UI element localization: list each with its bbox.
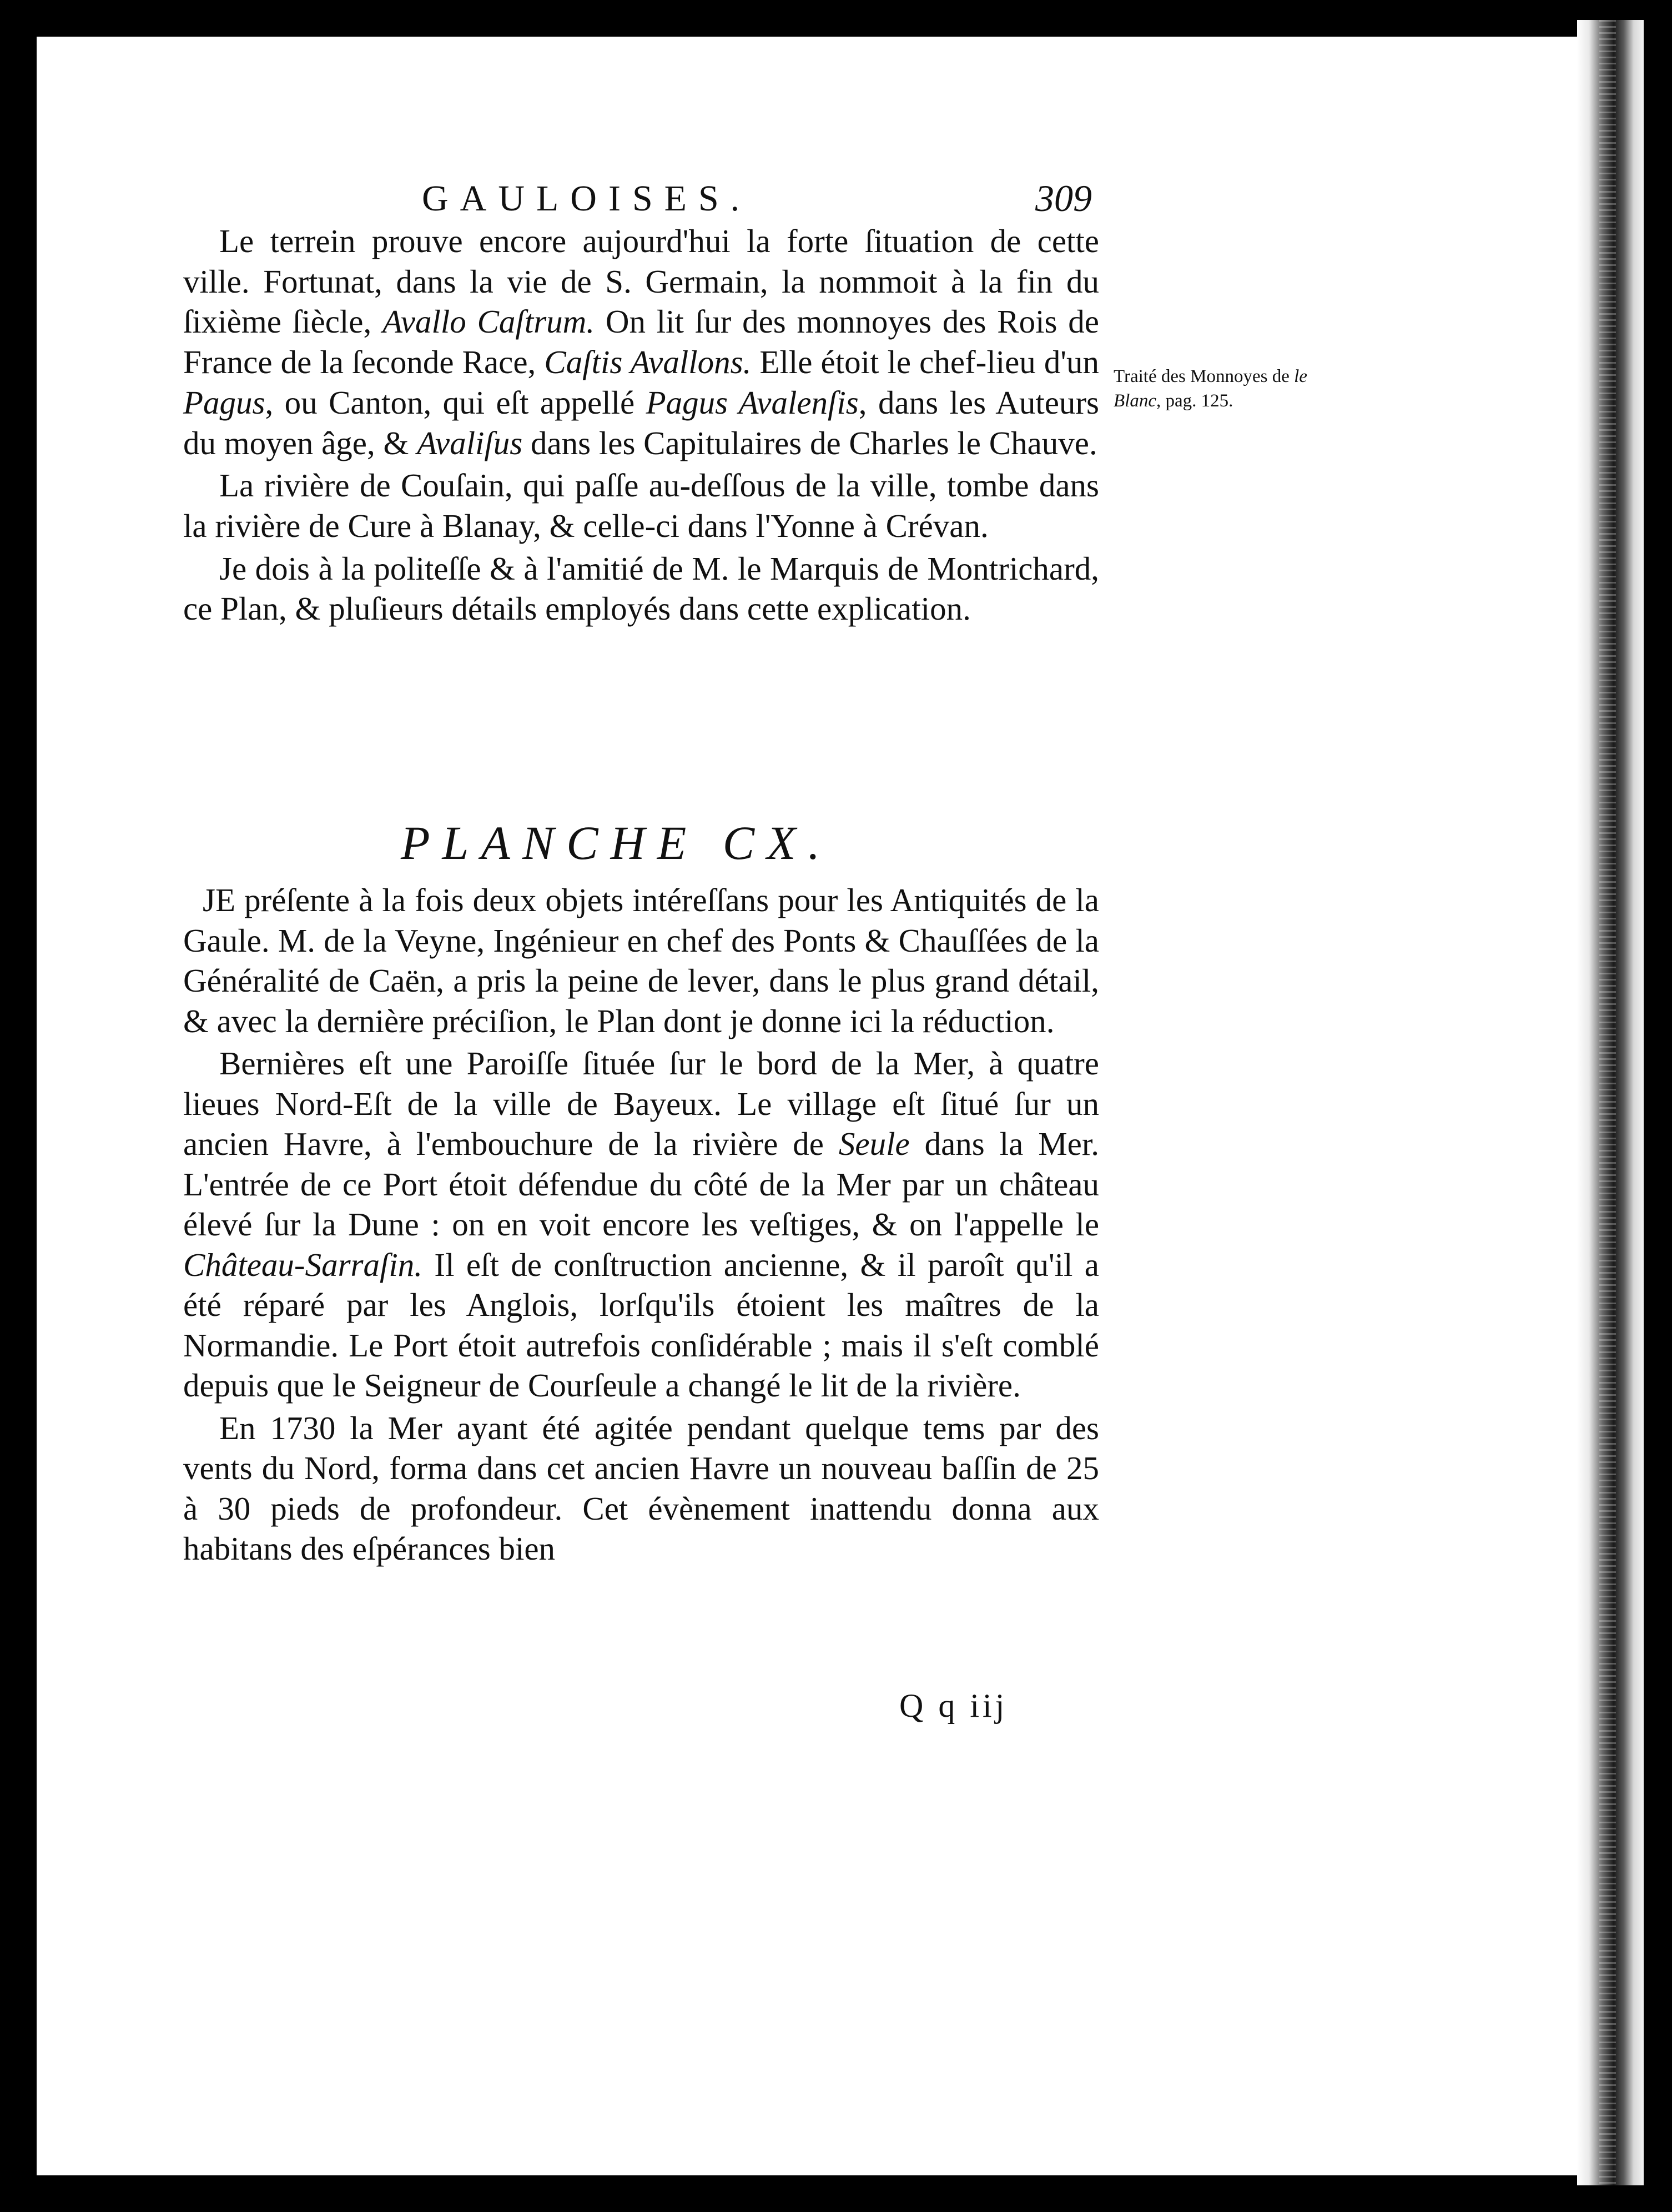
body-text-top: [183, 221, 1099, 631]
p1-text-a: Le terrein prouve encore aujourd'hui la forte ſituation de cette ville. Fortunat, dans la vie de S. Germain, la nommoit à la fin du ſixième ſiècle,: [183, 223, 1099, 340]
p1-italic-h: Pagus Avalenſis: [646, 384, 859, 421]
p1-italic-j: Avaliſus: [417, 424, 523, 461]
signature-mark: Q q iij: [899, 1687, 1008, 1724]
section-heading: PLANCHE CX.: [401, 816, 833, 869]
p1-italic-f: Pagus: [183, 384, 265, 421]
p5-text-a: Bernières eſt une Paroiſſe ſituée ſur le bord de la Mer, à quatre lieues Nord-Eſt de la ville de Bayeux. Le village eſt ſitué ſur un ancien Havre, à l'embouchure de la rivière de: [183, 1045, 1099, 1162]
page-number: 309: [1035, 177, 1092, 219]
margin-note-italic: le Blanc: [1114, 366, 1307, 411]
paragraph-4: JE préſente à la fois deux objets intéreſſans pour les Antiquités de la Gaule. M. de la Veyne, Ingénieur en chef des Ponts & Chauſſées de la Généralité de Caën, a pris la peine de lever, dans le plus grand détail, & avec la dernière préciſion, le Plan dont je donne ici la réduction.: [183, 882, 1099, 1039]
p1-text-i: , dans les Auteurs du moyen âge, &: [183, 384, 1099, 461]
body-text-bottom: [183, 880, 1099, 1571]
p1-text-c: On lit ſur des monnoyes des Rois de France de la ſeconde Race,: [183, 303, 1099, 381]
p5-italic-b: Seule: [838, 1125, 910, 1162]
margin-note-text-a: Traité des Monnoyes de: [1114, 366, 1295, 386]
p1-italic-d: Caſtis Avallons.: [544, 344, 752, 381]
p1-text-k: dans les Capitulaires de Charles le Chauve.: [522, 424, 1097, 461]
p1-text-g: , ou Canton, qui eſt appellé: [265, 384, 646, 421]
paragraph-1: [183, 221, 1099, 463]
paragraph-2: La rivière de Couſain, qui paſſe au-deſſous de la ville, tombe dans la rivière de Cure à Blanay, & celle-ci dans l'Yonne à Crévan.: [183, 467, 1099, 544]
paragraph-3: Je dois à la politeſſe & à l'amitié de M. le Marquis de Montrichard, ce Plan, & pluſieurs détails employés dans cette explication.: [183, 550, 1099, 627]
p5-text-c: dans la Mer. L'entrée de ce Port étoit défendue du côté de la Mer par un château élevé ſur la Dune : on en voit encore les veſtiges, & on l'appelle le: [183, 1125, 1099, 1243]
p1-italic-b: Avallo Caſtrum.: [382, 303, 595, 340]
margin-note-text-c: , pag. 125.: [1156, 391, 1233, 411]
p5-text-e: Il eſt de conſtruction ancienne, & il paroît qu'il a été réparé par les Anglois, lorſqu'ils étoient les maîtres de la Normandie. Le Port étoit autrefois conſidérable ; mais il s'eſt comblé depuis que le Seigneur de Courſeule a changé le lit de la rivière.: [183, 1246, 1099, 1404]
book-edge-shadow: [1577, 20, 1644, 2185]
running-head: GAULOISES.: [422, 178, 752, 219]
margin-note: [1114, 364, 1324, 413]
p1-text-e: Elle étoit le chef-lieu d'un: [751, 344, 1100, 381]
p5-italic-d: Château-Sarraſin.: [183, 1246, 423, 1283]
paragraph-5: [183, 1043, 1099, 1406]
paragraph-6: En 1730 la Mer ayant été agitée pendant quelque tems par des vents du Nord, forma dans cet ancien Havre un nouveau baſſin de 25 à 30 pieds de profondeur. Cet évènement inattendu donna aux habitans des eſpérances bien: [183, 1409, 1099, 1567]
